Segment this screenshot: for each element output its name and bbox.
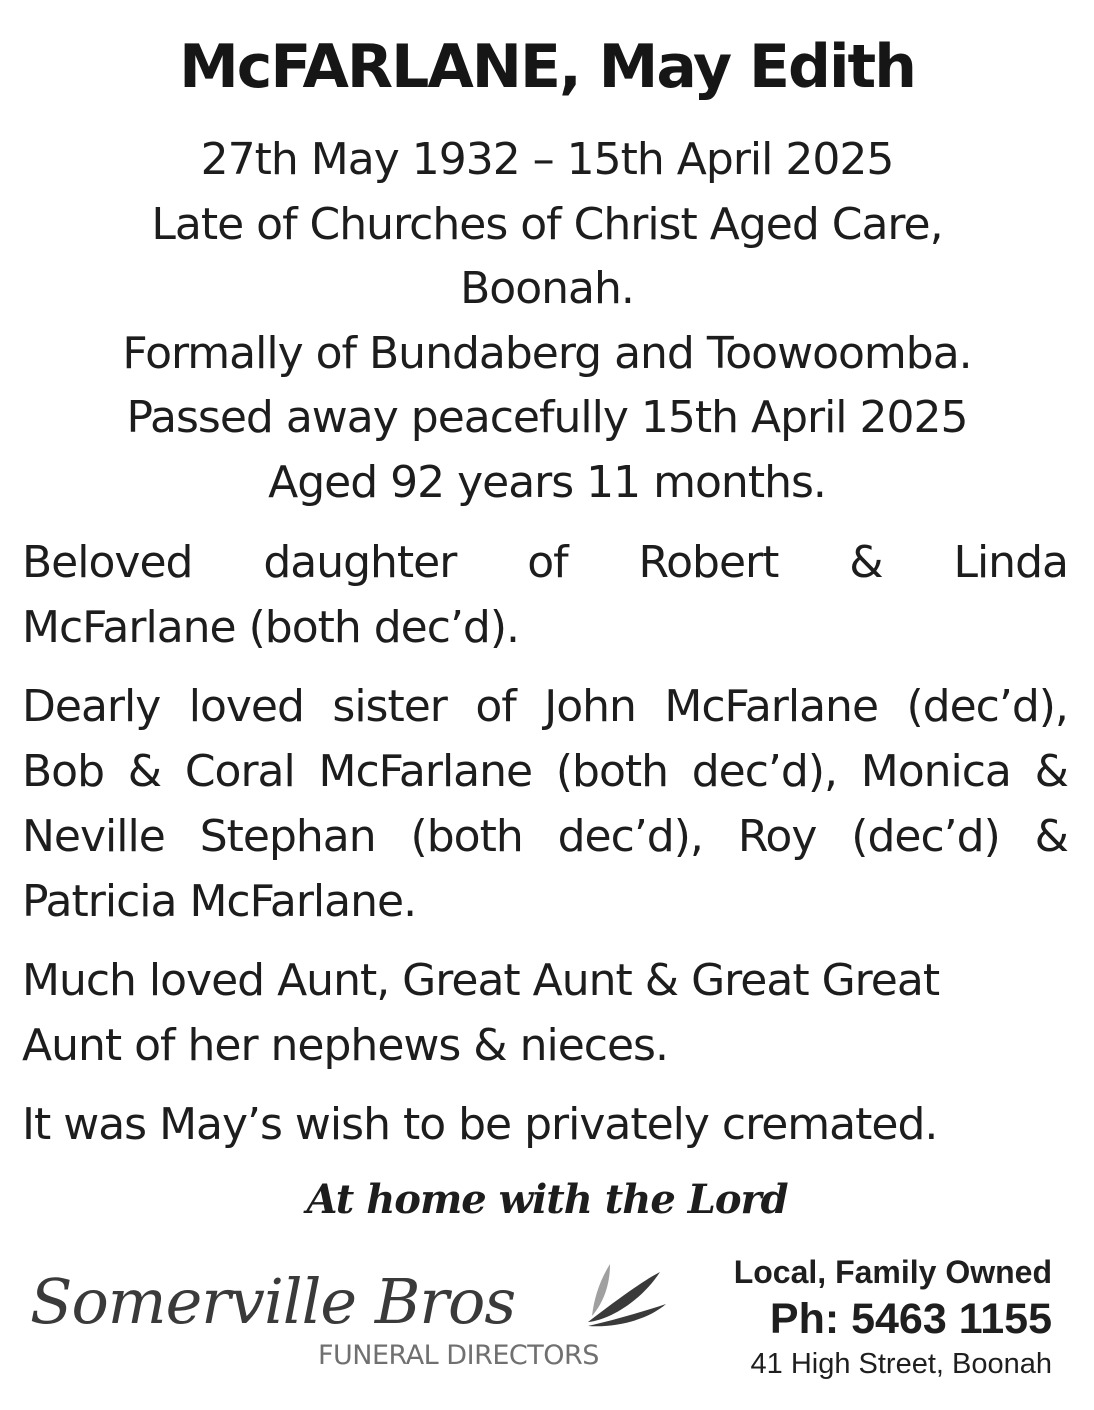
word: (dec’d) — [851, 811, 1000, 862]
word: Coral — [184, 746, 295, 797]
leaf-icon — [580, 1258, 670, 1338]
word: Monica — [860, 746, 1011, 797]
life-dates: 27th May 1932 – 15th April 2025 — [200, 134, 894, 185]
sister-line-1 — [22, 674, 1068, 739]
contact-block — [690, 1250, 1052, 1384]
word: Beloved — [22, 537, 193, 588]
word: (dec’d), — [906, 681, 1068, 732]
sister-line-2 — [22, 739, 1068, 804]
word: (both — [555, 746, 668, 797]
word: sister — [332, 681, 447, 732]
aunt-line-1: Much loved Aunt, Great Aunt & Great Great — [22, 955, 940, 1006]
word: Stephan — [199, 811, 376, 862]
passing-line: Passed away peacefully 15th April 2025 — [126, 392, 968, 443]
word: John — [544, 681, 636, 732]
notice-intro — [0, 128, 1094, 515]
address: 41 High Street, Boonah — [750, 1348, 1052, 1380]
word: Roy — [737, 811, 817, 862]
phone-number: Ph: 5463 1155 — [769, 1295, 1052, 1343]
funeral-director-subtitle: FUNERAL DIRECTORS — [318, 1340, 599, 1371]
word: daughter — [263, 537, 457, 588]
funeral-director-logo-name: Somerville Bros — [30, 1265, 516, 1338]
word: dec’d), — [691, 746, 837, 797]
word: McFarlane — [318, 746, 533, 797]
sister-line-3 — [22, 804, 1068, 869]
word: Bob — [22, 746, 105, 797]
word: & — [127, 746, 162, 797]
word: McFarlane — [664, 681, 879, 732]
word: & — [1034, 746, 1068, 797]
age-line: Aged 92 years 11 months. — [268, 456, 826, 508]
notice-title: McFARLANE, May Edith — [179, 32, 915, 102]
word: Linda — [953, 537, 1068, 588]
word: loved — [188, 681, 304, 732]
paragraph-sister — [22, 674, 1068, 934]
tagline: Local, Family Owned — [733, 1254, 1052, 1290]
word: & — [849, 537, 883, 588]
daughter-line-1 — [22, 530, 1068, 595]
word: of — [475, 681, 516, 732]
motto: At home with the Lord — [306, 1176, 788, 1223]
word: of — [527, 537, 568, 588]
paragraph-aunt — [22, 948, 1068, 1078]
word: Robert — [638, 537, 779, 588]
word: dec’d), — [557, 811, 703, 862]
former-residence: Formally of Bundaberg and Toowoomba. — [122, 327, 972, 379]
paragraph-daughter — [22, 530, 1068, 660]
daughter-line-2: McFarlane (both dec’d). — [22, 602, 520, 653]
aunt-line-2: Aunt of her nephews & nieces. — [22, 1020, 668, 1071]
word: Neville — [22, 811, 165, 862]
paragraph-wish: It was May’s wish to be privately cremated. — [22, 1099, 938, 1150]
sister-line-4: Patricia McFarlane. — [22, 876, 417, 927]
residence-line: Late of Churches of Christ Aged Care, — [151, 198, 943, 250]
word: & — [1034, 811, 1068, 862]
word: Dearly — [22, 681, 161, 732]
residence-town: Boonah. — [460, 263, 634, 314]
word: (both — [410, 811, 523, 862]
